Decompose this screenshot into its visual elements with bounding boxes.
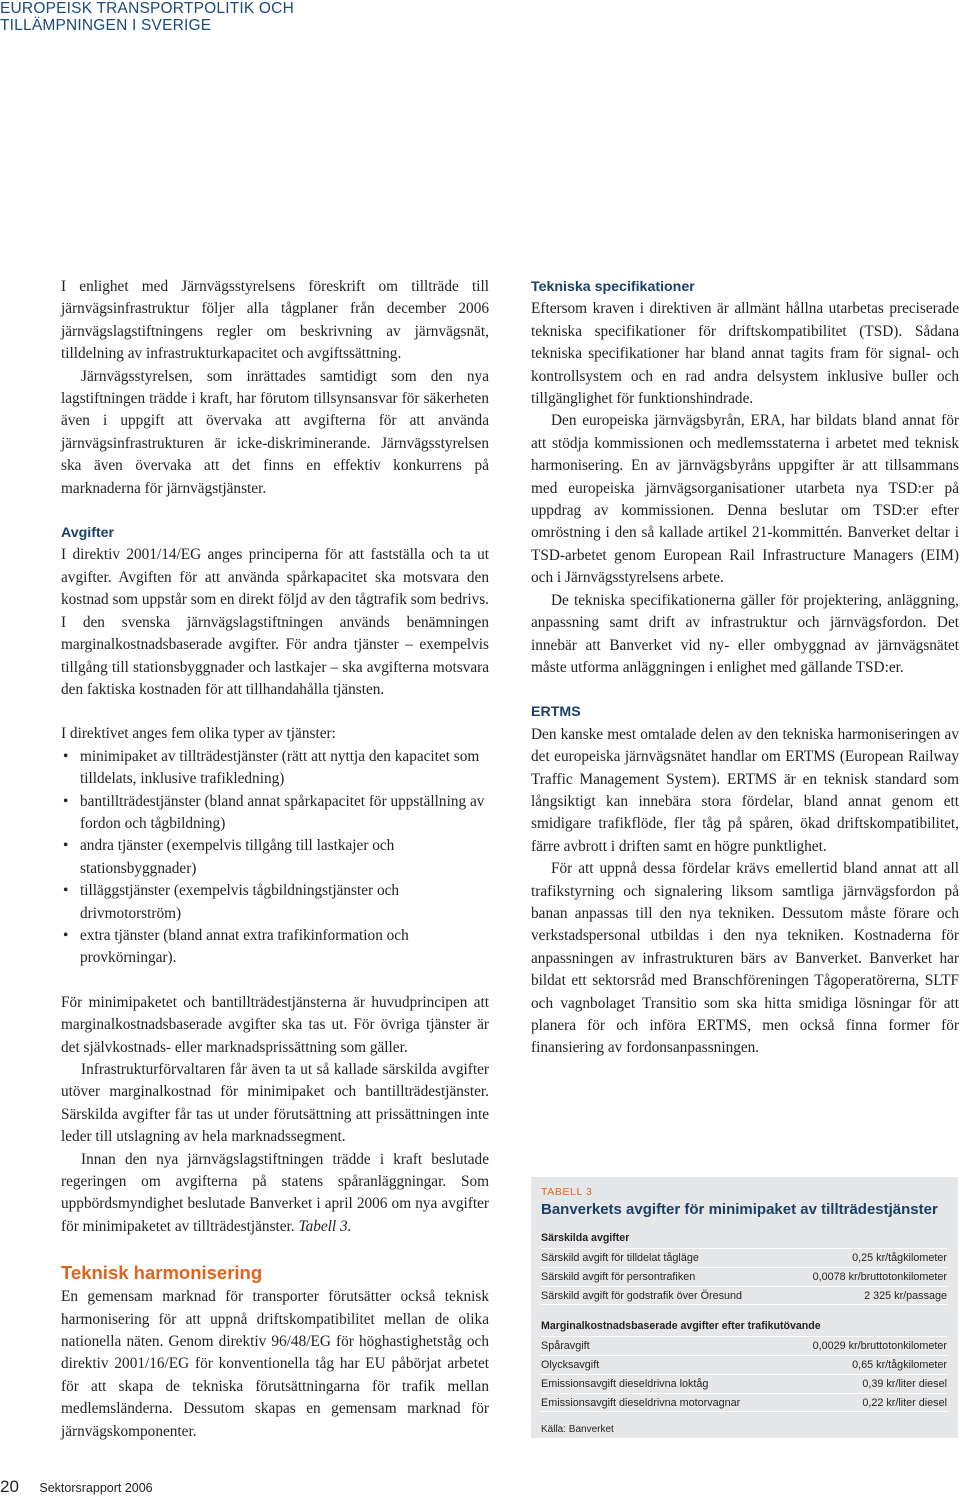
- table-reference: Tabell 3.: [298, 1217, 352, 1235]
- table-row-value: 0,39 kr/liter diesel: [862, 1378, 947, 1390]
- table-row: [541, 1267, 947, 1286]
- publication-name: Sektorsrapport 2006: [39, 1481, 153, 1495]
- left-column: [61, 276, 489, 1443]
- table-title: Banverkets avgifter för minimipaket av tillträdestjänster: [541, 1201, 938, 1218]
- ertms-paragraph-2: För att uppnå dessa fördelar krävs emellertid bland annat att all trafikstyrning och signalering liksom samtliga järnvägsfordon på banan anpassas till den nya tekniken. Dessutom måste förare och verkstadspersonal utbildas i den nya tekniken. Kostnaderna för anpassningen av infrastrukturen bärs av Banverket. Banverket har bildat ett sektorsråd med Branschföreningen Tågoperatörerna, SLTF och vagnbolaget Transitio som ska hitta smidiga lösningar för att planera för och införa ERTMS, men också finna former för finansiering av fordonsanpassningen.: [531, 860, 959, 1057]
- table-row-value: 0,65 kr/tågkilometer: [852, 1359, 947, 1371]
- banverket-avgifter-text: Innan den nya järnvägslagstiftningen trädde i kraft beslutade regeringen om avgifterna på statens spåranläggningar. Som uppbördsmyndighet beslutade Banverket i april 2006 om nya avgifter för minimipaketet av tillträdestjänster.: [61, 1150, 489, 1235]
- ertms-heading: ERTMS: [531, 704, 581, 721]
- table-row: [541, 1393, 947, 1412]
- tsd-paragraph-2: Den europeiska järnvägsbyrån, ERA, har bildats bland annat för att stödja kommissionen och medlemsstaterna i arbetet med teknisk harmonisering. En av järnvägsbyråns uppgifter är att tillsammans med europeiska järnvägsorganisationer utarbeta nya TSD:er på uppdrag av kommissionen. Denna beslutar om TSD:er efter omröstning i den så kallade artikel 21-kommittén. Banverket deltar i TSD-arbetet genom European Rail Infrastructure Managers (EIM) och i Järnvägsstyrelsens arbete.: [531, 412, 959, 587]
- running-head-line2: TILLÄMPNINGEN I SVERIGE: [0, 17, 212, 34]
- jarnvagsstyrelsen-paragraph: Järnvägsstyrelsen, som inrättades samtidigt som den nya lagstiftningen trädde i kraft, har förutom tillsynsansvar för säkerheten även i uppgift att övervaka att avgifterna för att använda järnvägsinfrastrukturen är icke-diskriminerande. Järnvägsstyrelsen ska även övervaka att det finns en effektiv konkurrens på marknaderna för järnvägstjänster.: [61, 367, 489, 497]
- sarskilda-avgifter-paragraph: Infrastrukturförvaltaren får även ta ut så kallade särskilda avgifter utöver marginalkostnad för minimipaket och bantillträdestjänster. Särskilda avgifter får tas ut under förutsättning att prissättningen inte leder till utslagning av hela marknadssegment.: [61, 1061, 489, 1146]
- table-row-value: 2 325 kr/passage: [864, 1289, 947, 1302]
- table-row-value: 0,0078 kr/bruttotonkilometer: [812, 1271, 947, 1283]
- table-row-name: Särskild avgift för godstrafik över Öresund: [541, 1289, 743, 1302]
- table-row-name: Särskild avgift för tilldelat tågläge: [541, 1252, 699, 1264]
- running-head-line1: EUROPEISK TRANSPORTPOLITIK OCH: [0, 0, 294, 17]
- table-row-name: Emissionsavgift dieseldrivna loktåg: [541, 1378, 709, 1390]
- teknisk-harmonisering-heading: Teknisk harmonisering: [61, 1262, 263, 1284]
- avgifter-heading: Avgifter: [61, 525, 115, 542]
- page-number: 20: [0, 1477, 19, 1496]
- table-row: [541, 1336, 947, 1355]
- running-head: [0, 0, 420, 34]
- table-group-heading: Särskilda avgifter: [541, 1232, 630, 1244]
- intro-paragraph: I enlighet med Järnvägsstyrelsens föreskrift om tillträde till järnvägsinfrastruktur följer alla tågplaner från december 2006 järnvägslagstiftningens regler om beskrivning av järnvägsnät, tilldelning av infrastrukturkapacitet och avgiftssättning.: [61, 278, 489, 363]
- tekniska-specifikationer-heading: Tekniska specifikationer: [531, 279, 695, 295]
- table-row-name: Olycksavgift: [541, 1359, 600, 1371]
- right-column: [531, 276, 959, 1060]
- table-row-name: Särskild avgift för persontrafiken: [541, 1271, 696, 1283]
- list-item: • bantillträdestjänster (bland annat spårkapacitet för uppställning av fordon och tågbildning): [61, 791, 489, 836]
- page-footer: [0, 1477, 153, 1497]
- table-row: [541, 1248, 947, 1267]
- list-item: • andra tjänster (exempelvis tillgång till lastkajer och stationsbyggnader): [61, 835, 489, 880]
- tsd-paragraph-3: De tekniska specifikationerna gäller för projektering, anläggning, anpassning samt drift av infrastruktur och järnvägsfordon. Det innebär att Banverket vid ny- eller ombyggnad av järnvägsnätet måste utforma anläggningen i enlighet med gällande TSD:er.: [531, 591, 959, 676]
- table-row: [541, 1374, 947, 1393]
- avgifter-paragraph: I direktiv 2001/14/EG anges principerna för att fastställa och ta ut avgifter. Avgiften för att använda spårkapacitet ska motsvara den kostnad som uppstår som en direkt följd av den tågtrafik som bedrivs. I den svenska järnvägslagstiftningen används benämningen marginalkostnadsbaserade avgifter. För andra tjänster – exempelvis tillgång till stationsbyggnader och lastkajer – ska avgifterna motsvara den faktiska kostnaden för att tillhandahålla tjänsten.: [61, 546, 489, 698]
- table-group-heading: Marginalkostnadsbaserade avgifter efter trafikutövande: [541, 1320, 821, 1332]
- table-row: [541, 1286, 947, 1305]
- table-3-box: [531, 1177, 958, 1438]
- list-item: • tilläggstjänster (exempelvis tågbildningstjänster och drivmotorström): [61, 880, 489, 925]
- list-item: • minimipaket av tillträdestjänster (rätt att nyttja den kapacitet som tilldelats, inklusive trafikledning): [61, 746, 489, 791]
- service-types-list: [61, 746, 489, 970]
- ertms-paragraph-1: Den kanske mest omtalade delen av den tekniska harmoniseringen av det europeiska järnvägsnätet handlar om ERTMS (European Railway Traffic Management System). ERTMS är en teknisk standard som långsiktigt kan innebära stora fördelar, bland annat genom ett smidigare trafikflöde, fler tåg på spåren, ökad driftskompatibilitet, färre avbrott i driften samt en högre punktlighet.: [531, 725, 959, 855]
- table-row-value: 0,25 kr/tågkilometer: [852, 1252, 947, 1264]
- table-row-value: 0,0029 kr/bruttotonkilometer: [812, 1340, 947, 1352]
- tsd-paragraph-1: Eftersom kraven i direktiven är allmänt hållna utarbetas preciserade tekniska specifikationer för driftskompatibilitet (TSD). Sådana tekniska specifikationer har bland annat tagits fram för signal- och kontrollsystem och en rad andra delsystem inklusive buller och tillgänglighet för funktionshindrade.: [531, 300, 959, 408]
- table-label: TABELL 3: [541, 1186, 593, 1198]
- table-source: Källa: Banverket: [541, 1424, 614, 1435]
- table-row-name: Emissionsavgift dieseldrivna motorvagnar: [541, 1396, 741, 1409]
- table-group-rows: [541, 1336, 947, 1412]
- table-row: [541, 1355, 947, 1374]
- list-item: • extra tjänster (bland annat extra trafikinformation och provkörningar).: [61, 925, 489, 970]
- table-row-name: Spåravgift: [541, 1340, 590, 1352]
- minimipaket-paragraph: För minimipaketet och bantillträdestjänsterna är huvudprincipen att marginalkostnadsbaserade avgifter ska tas ut. För övriga tjänster är det självkostnads- eller marknadsprissättning som gäller.: [61, 993, 489, 1056]
- list-intro: I direktivet anges fem olika typer av tjänster:: [61, 725, 336, 743]
- banverket-avgifter-paragraph: [61, 1149, 489, 1239]
- teknisk-harmonisering-paragraph: En gemensam marknad för transporter förutsätter också teknisk harmonisering för att uppnå driftskompatibilitet mellan de olika nationella näten. Genom direktiv 96/48/EG för höghastighetståg och direktiv 2001/16/EG för konventionella tåg har EU påbörjat arbetet för att skapa de tekniska förutsättningarna för trafik mellan medlemsländerna. Dessutom skapas en gemensam marknad för järnvägskomponenter.: [61, 1288, 489, 1440]
- table-row-value: 0,22 kr/liter diesel: [862, 1396, 947, 1409]
- table-group-rows: [541, 1248, 947, 1305]
